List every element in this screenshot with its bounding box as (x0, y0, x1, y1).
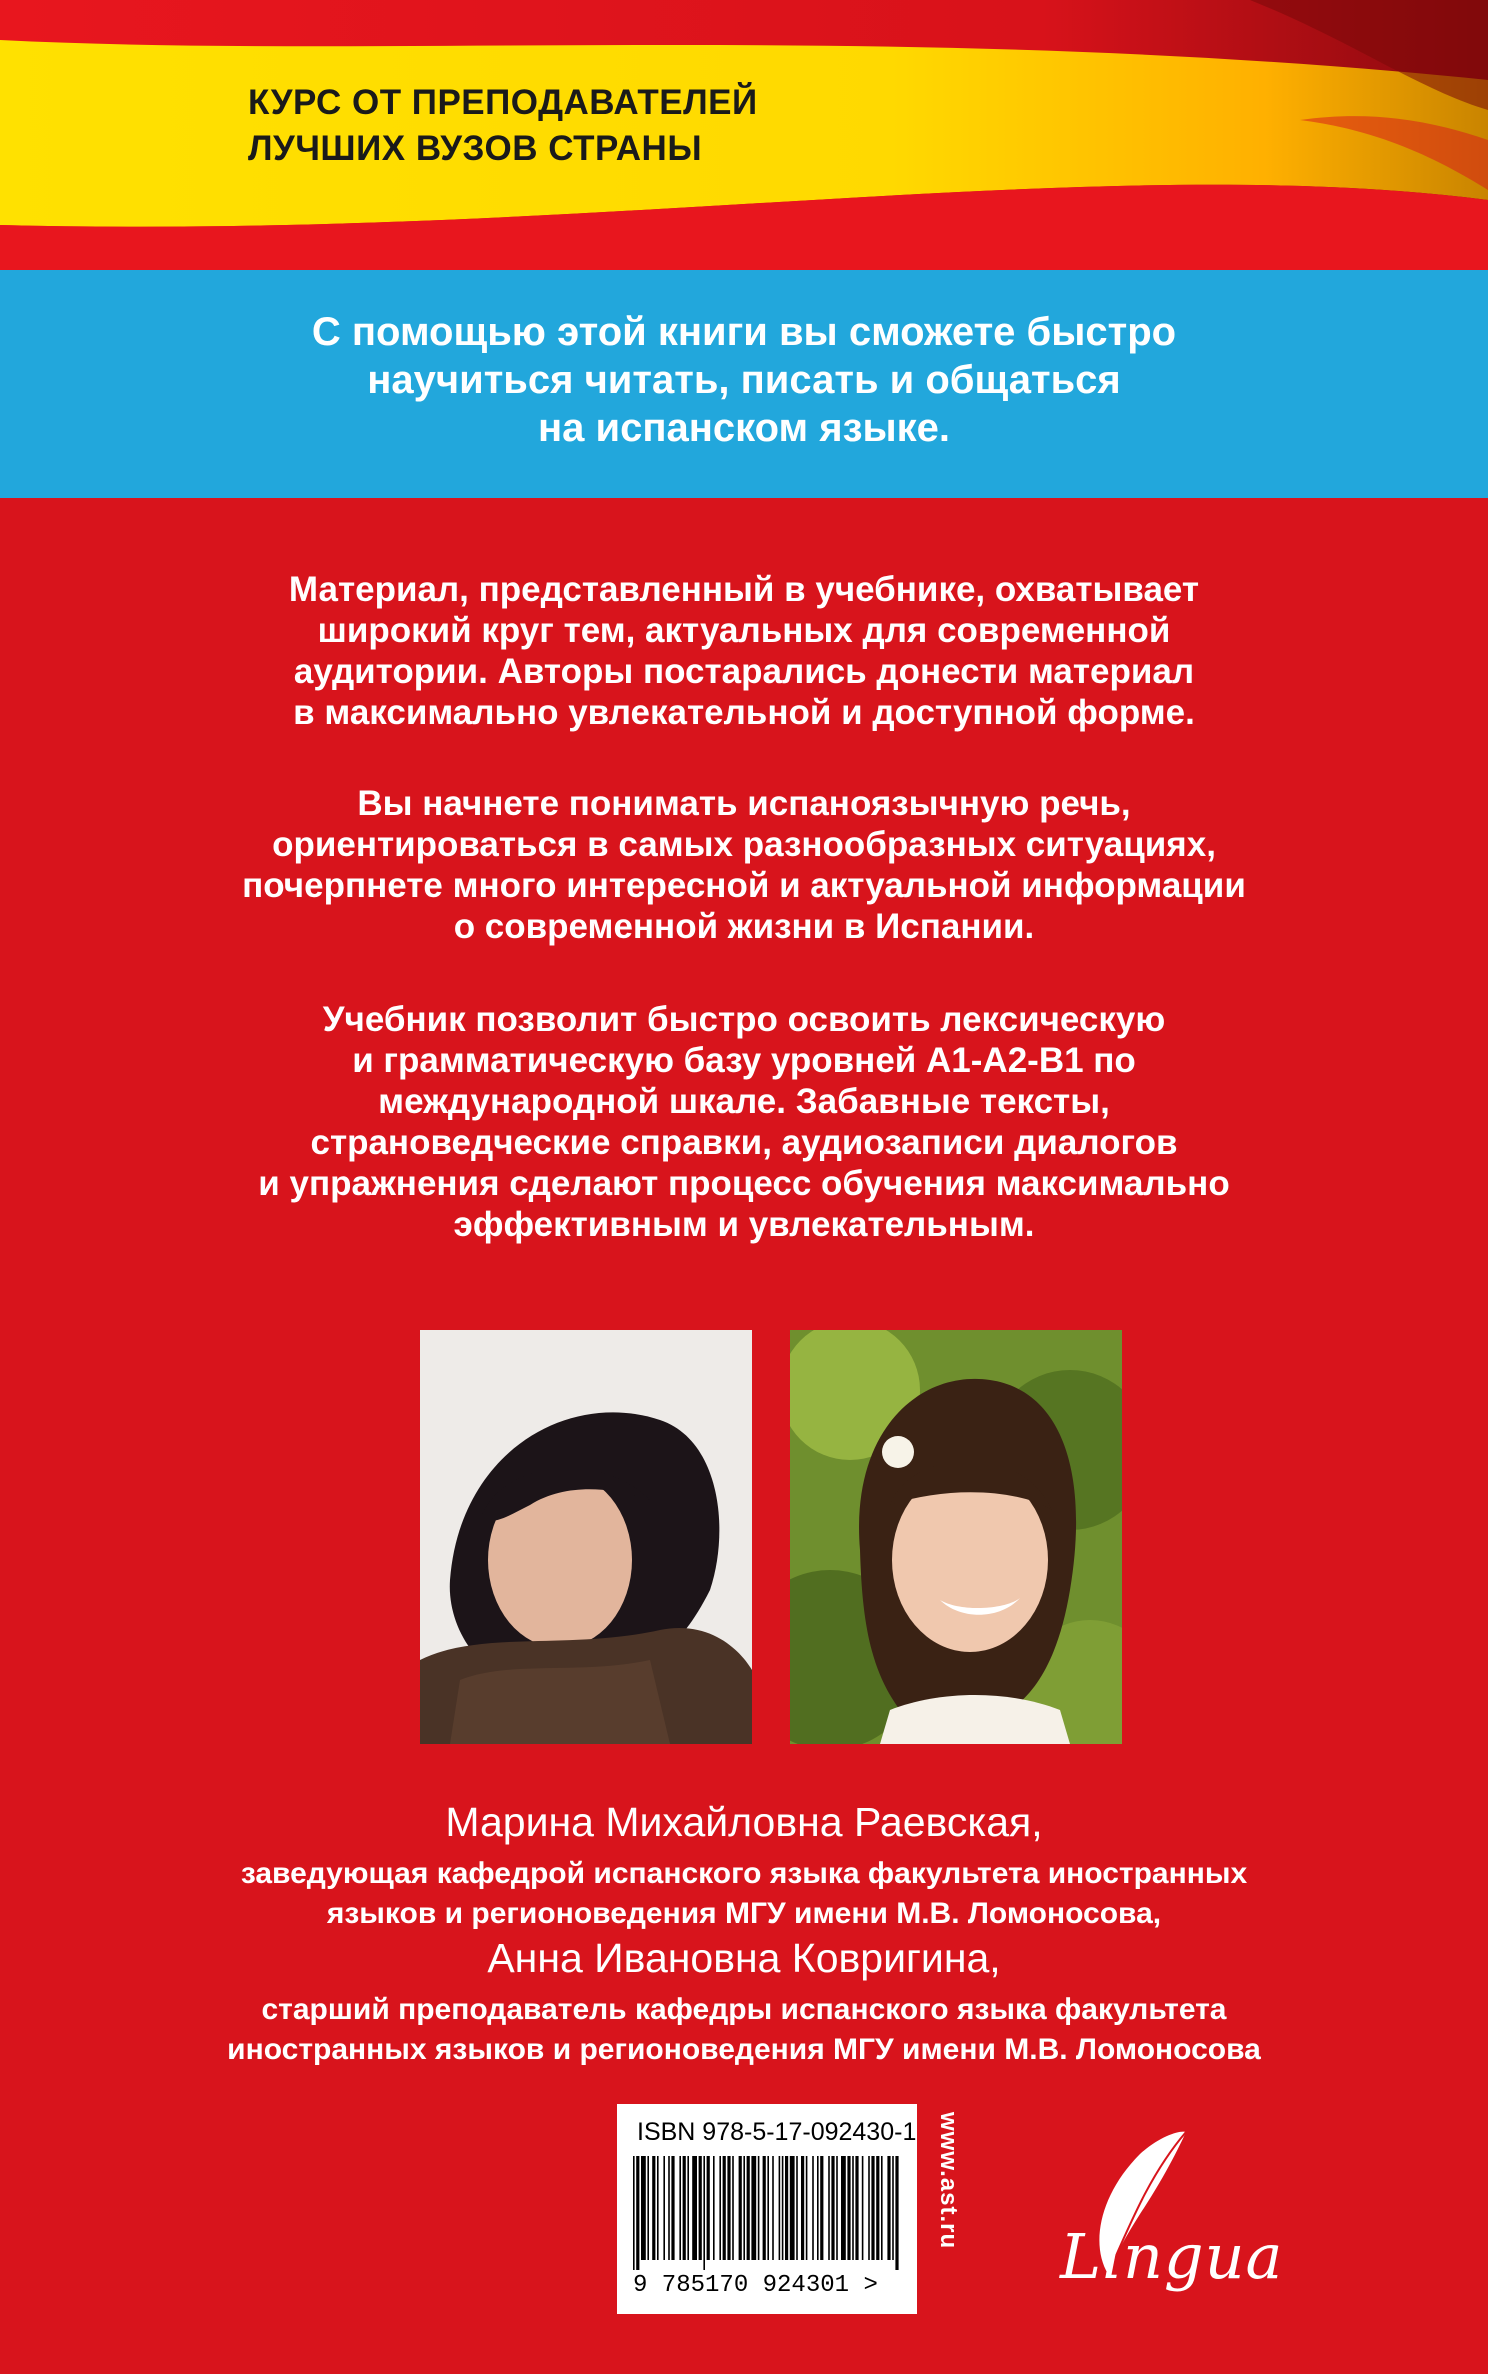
author2-name: Анна Ивановна Ковригина, (487, 1935, 1001, 1981)
course-label (248, 80, 758, 172)
paragraph-line: в максимально увлекательной и доступной форме. (293, 693, 1195, 732)
isbn-label: ISBN 978-5-17-092430-1 (637, 2118, 917, 2146)
paragraph-line: и упражнения сделают процесс обучения максимально (258, 1164, 1230, 1203)
paragraph-line: о современной жизни в Испании. (453, 907, 1035, 946)
description-paragraph-3 (0, 999, 1488, 1245)
intro-line: на испанском языке. (537, 406, 951, 450)
isbn-barcode-box (617, 2104, 917, 2314)
barcode-digits: 9 785170 924301 > (633, 2272, 878, 2299)
author2-role-line: старший преподаватель кафедры испанского языка факультета (261, 1993, 1227, 2026)
intro-line: научиться читать, писать и общаться (367, 358, 1121, 402)
paragraph-line: Вы начнете понимать испаноязычную речь, (357, 784, 1131, 823)
description-paragraph-1 (0, 569, 1488, 733)
logo-text: Lingua (1060, 2220, 1284, 2293)
author-photo-1 (420, 1330, 752, 1744)
author-photo-2 (790, 1330, 1122, 1744)
paragraph-line: Материал, представленный в учебнике, охватывает (288, 570, 1200, 609)
intro-text (0, 308, 1488, 452)
intro-line: С помощью этой книги вы сможете быстро (311, 310, 1177, 354)
author1-name: Марина Михайловна Раевская, (445, 1799, 1043, 1845)
paragraph-line: ориентироваться в самых разнообразных ситуациях, (272, 825, 1216, 864)
description-paragraph-2 (0, 783, 1488, 947)
flag-ribbon (0, 0, 1488, 270)
paragraph-line: Учебник позволит быстро освоить лексическую (322, 1000, 1166, 1039)
course-label-line1: КУРС ОТ ПРЕПОДАВАТЕЛЕЙ (248, 83, 758, 122)
publisher-website (932, 2112, 962, 2332)
paragraph-line: аудитории. Авторы постарались донести материал (293, 652, 1195, 691)
paragraph-line: международной шкале. Забавные тексты, (378, 1082, 1110, 1121)
barcode-icon (631, 2156, 903, 2270)
paragraph-line: и грамматическую базу уровней A1-A2-B1 по (352, 1041, 1136, 1080)
author1-role-line: заведующая кафедрой испанского языка факультета иностранных (240, 1857, 1248, 1890)
paragraph-line: страноведческие справки, аудиозаписи диалогов (310, 1123, 1178, 1162)
lingua-logo (990, 2124, 1290, 2324)
author1-role-line: языков и регионоведения МГУ имени М.В. Ломоносова, (326, 1897, 1162, 1930)
paragraph-line: эффективным и увлекательным. (453, 1205, 1035, 1244)
course-label-line2: ЛУЧШИХ ВУЗОВ СТРАНЫ (248, 129, 703, 168)
paragraph-line: широкий круг тем, актуальных для современной (317, 611, 1171, 650)
website-text: www.ast.ru (935, 2112, 962, 2250)
paragraph-line: почерпнете много интересной и актуальной информации (242, 866, 1246, 905)
authors-block (0, 1798, 1488, 2070)
author2-role-line: иностранных языков и регионоведения МГУ имени М.В. Ломоносова (227, 2033, 1261, 2066)
